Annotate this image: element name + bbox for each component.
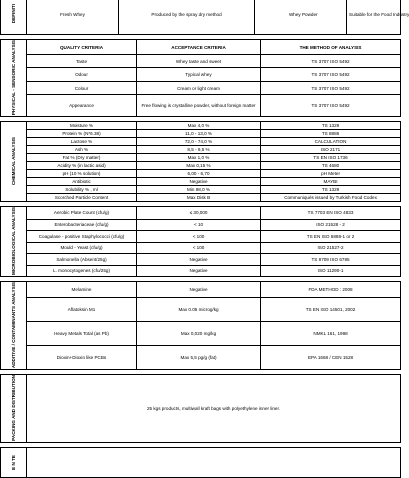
table-row: CHEMICAL ANALYSIS Moisture % Max 4,0 % TS 1329	[1, 122, 401, 130]
table-row: Salmonella (Absent/25g) Negative TS 8709 ISO 6785	[1, 254, 401, 265]
table-row: Mould - Yeast (cfu/g) < 100 ISO 21527-2	[1, 242, 401, 253]
table-row: Acidity % (in lactic asid) Max 0,15 % TS 4680	[1, 162, 401, 170]
additive-section-label: ADDITIVE / CONTAMINANTS ANALYSIS	[1, 282, 27, 370]
definition-cell: Whey Powder	[261, 0, 347, 35]
chemical-section-label: CHEMICAL ANALYSIS	[1, 122, 27, 202]
physical-section-label: PHYSICAL - SENSORIC ANALYSIS	[1, 40, 27, 117]
table-row: Heavy Metals Total (as Pb) Max 0,020 mg/kg NMKL 161, 1998	[1, 321, 401, 345]
table-row: ADDITIVE / CONTAMINANTS ANALYSIS Melamine Negative FDA METHOD : 2008	[1, 282, 401, 298]
table-row: Lactose % 72,0 - 74,0 % CALCULATION	[1, 138, 401, 146]
column-header: THE METHOD OF ANALYSIS	[261, 40, 401, 55]
table-row: Appearance Free flowing is crystalline powder, without foreign matter TS 3707 ISO 5492	[1, 95, 401, 117]
table-row: Protein % (N*6.38) 11,0 - 13,0 % TS 8886	[1, 130, 401, 138]
table-row: Coagulase - positive Staphylococci (cfu/g) < 100 TS EN ISO 6888-1 or 2	[1, 231, 401, 242]
table-row: Ash % 8,5 - 9,5 % ISO 2171	[1, 146, 401, 154]
physical-header-row	[1, 40, 401, 55]
table-row: MICROBIOLOGICAL ANALYSIS Aerobic Plate Count (cfu/g) ≤ 30,000 TS 7703 EN ISO 4833	[1, 207, 401, 220]
definition-row	[1, 0, 401, 35]
definition-cell: Produced by the spray dry method	[119, 0, 255, 35]
packing-section-label: PACKING AND DISTRIBUTION	[1, 375, 27, 443]
table-row: Taste Whey taste and sweet TS 3707 ISO 5492	[1, 55, 401, 68]
table-row: Fat % (Dry matter) Max 1,0 % TS EN ISO 1736	[1, 154, 401, 162]
table-row: Scorched Particle Content Max Disk B Communiqués issued by Turkish Food Codex	[1, 194, 401, 202]
table-row: Dioxin+Dioxin like PCBs Max 5,5 pg/g (fat) EPA 1668 / CEN 1528	[1, 346, 401, 370]
bottom-row	[1, 448, 401, 478]
definition-section-label: DEFINITI	[1, 0, 27, 35]
table-row: Solubility % , ml Min 98,0 % TS 1329	[1, 186, 401, 194]
packing-row	[1, 375, 401, 443]
table-row: Aflatoksin M1 Max 0.05 microg/kg TS EN ISO 14501, 2002	[1, 297, 401, 321]
definition-cell: Suitable for the Food Industry	[347, 0, 401, 35]
table-row: Enterobacteriaceae (cfu/g) < 10 ISO 21528 - 2	[1, 219, 401, 230]
micro-section-label: MICROBIOLOGICAL ANALYSIS	[1, 207, 27, 277]
bottom-section-label: E N TE	[1, 448, 27, 478]
table-row: Odour Typical whey TS 3707 ISO 5492	[1, 68, 401, 81]
column-header: ACCEPTANCE CRITERIA	[137, 40, 261, 55]
packing-text: 25 kgs products, multiwall kraft bags with polyethylene inner liner.	[27, 375, 401, 443]
table-row: pH (10 % solution) 6,00 - 6,70 pH Meter	[1, 170, 401, 178]
column-header: QUALITY CRITERIA	[27, 40, 137, 55]
definition-cell: Fresh Whey	[27, 0, 119, 35]
table-row: Antibiotic Negative MAYBI	[1, 178, 401, 186]
table-row: L. monocytogenes (cfu/25g) Negative ISO 11290-1	[1, 265, 401, 277]
table-row: Colour Cream or light cream TS 3707 ISO 5492	[1, 81, 401, 94]
